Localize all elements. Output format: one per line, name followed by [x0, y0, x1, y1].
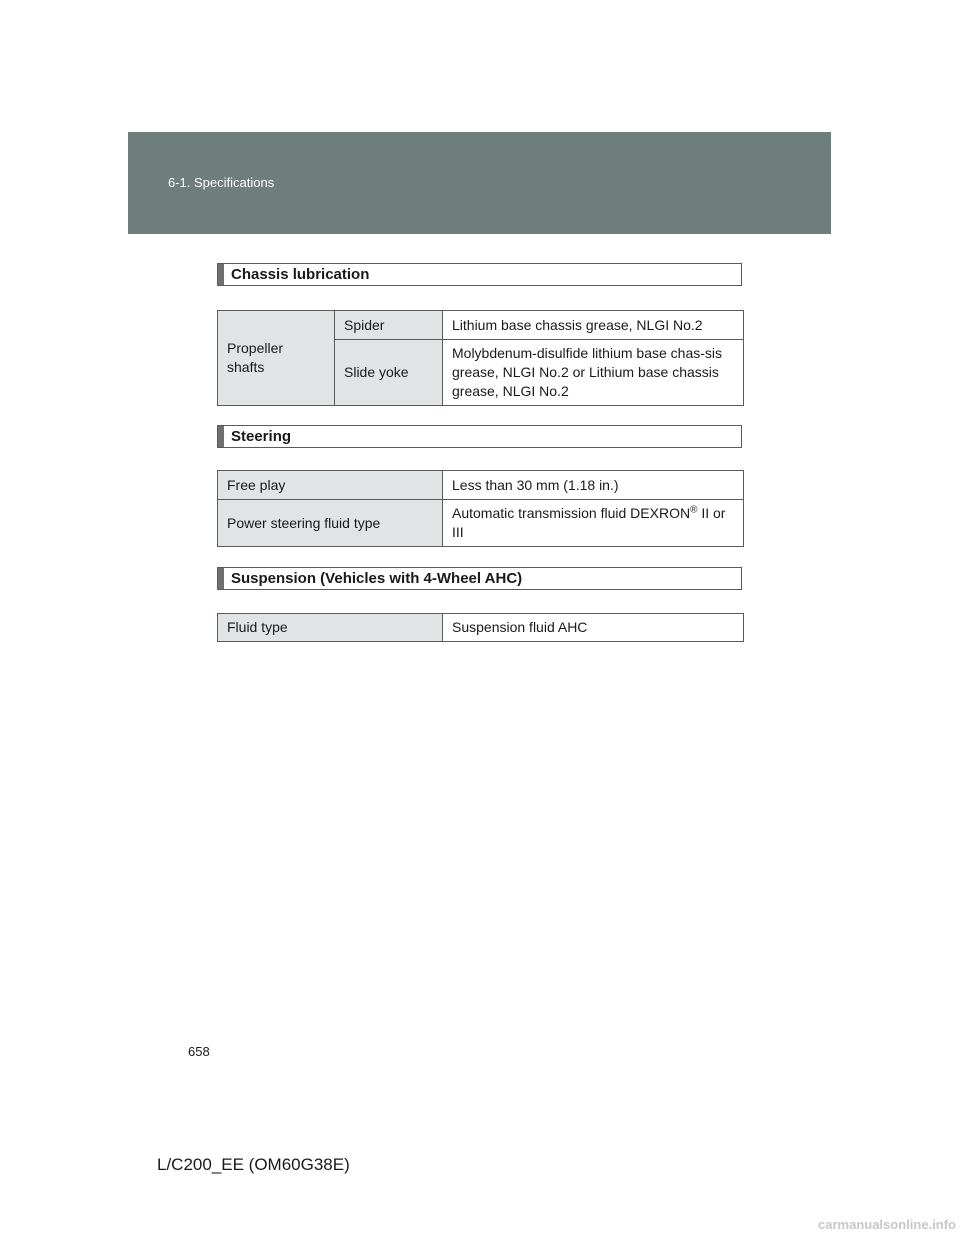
- section-title-bar: [218, 264, 224, 285]
- propeller-shafts-label: Propeller shafts: [227, 340, 284, 375]
- value-text: Automatic transmission fluid DEXRON: [452, 505, 691, 521]
- section-title-text: Chassis lubrication: [231, 266, 370, 283]
- section-title-text: Steering: [231, 428, 292, 445]
- table-row: [218, 471, 744, 500]
- watermark: carmanualsonline.info: [818, 1217, 956, 1232]
- section-title-chassis-lubrication: [217, 263, 742, 286]
- section-title-text: Suspension (Vehicles with 4-Wheel AHC): [231, 570, 523, 587]
- registered-mark: ®: [690, 504, 698, 516]
- section-title-suspension: [217, 567, 742, 590]
- table-cell-item: Spider: [335, 311, 443, 340]
- section-title-steering: [217, 425, 742, 448]
- table-cell-value: Lithium base chassis grease, NLGI No.2: [443, 311, 744, 340]
- table-cell-value: Molybdenum-disulfide lithium base chas-sis grease, NLGI No.2 or Lithium base chassis grease, NLGI No.2: [443, 340, 744, 406]
- header-band: [128, 132, 831, 234]
- table-row: [218, 500, 744, 547]
- table-cell-item: Power steering fluid type: [218, 500, 443, 547]
- value-text-suffix: II or III: [452, 505, 726, 540]
- table-row: [218, 614, 744, 642]
- chassis-lubrication-table: [217, 310, 744, 406]
- table-cell-item: Fluid type: [218, 614, 443, 642]
- table-cell-item: Slide yoke: [335, 340, 443, 406]
- section-title-bar: [218, 426, 224, 447]
- table-row: [218, 311, 744, 340]
- table-cell-item: Free play: [218, 471, 443, 500]
- table-cell-value: Less than 30 mm (1.18 in.): [443, 471, 744, 500]
- section-header-title: 6-1. Specifications: [168, 175, 275, 190]
- document-code: L/C200_EE (OM60G38E): [157, 1155, 350, 1174]
- section-title-bar: [218, 568, 224, 589]
- page-number: 658: [188, 1044, 210, 1059]
- table-cell-value: [443, 500, 744, 547]
- suspension-table: [217, 613, 744, 642]
- table-cell-group: [218, 311, 335, 406]
- steering-table: [217, 470, 744, 547]
- table-cell-value: Suspension fluid AHC: [443, 614, 744, 642]
